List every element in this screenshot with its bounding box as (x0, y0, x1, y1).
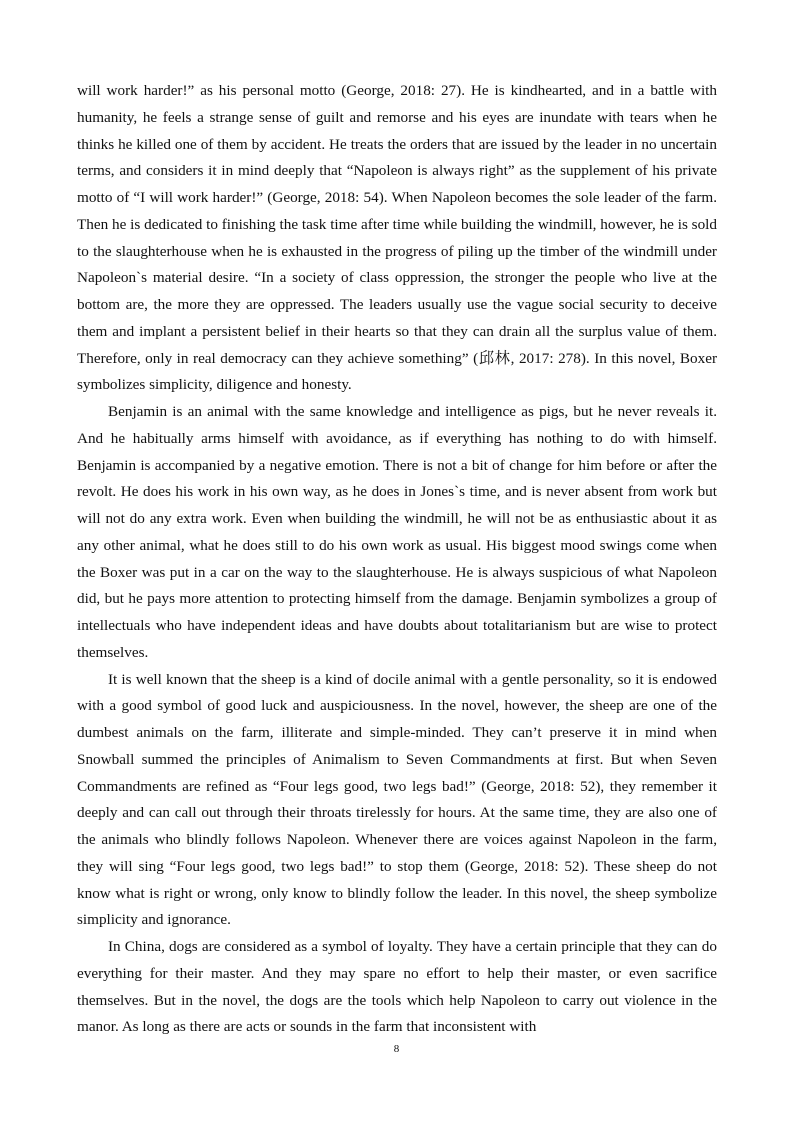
paragraph-dogs: In China, dogs are considered as a symbol of loyalty. They have a certain principle that they can do everything for their master. And they may spare no effort to help their master, or even sacrifice themselves. But in the novel, the dogs are the tools which help Napoleon to carry out violence in the manor. As long as there are acts or sounds in the farm that inconsistent with (77, 938, 717, 1036)
body-text (77, 78, 717, 1041)
paragraph-sheep: It is well known that the sheep is a kind of docile animal with a gentle personality, so it is endowed with a good symbol of good luck and auspiciousness. In the novel, however, the sheep are one of the dumbest animals on the farm, illiterate and simple-minded. They can’t preserve it in mind when Snowball summed the principles of Animalism to Seven Commandments at first. But when Seven Commandments are refined as “Four legs good, two legs bad!” (George, 2018: 52), they remember it deeply and can call out through their throats tirelessly for hours. At the same time, they are also one of the animals who blindly follows Napoleon. Whenever there are voices against Napoleon in the farm, they will sing “Four legs good, two legs bad!” to stop them (George, 2018: 52). These sheep do not know what is right or wrong, only know to blindly follow the leader. In this novel, the sheep symbolize simplicity and ignorance. (77, 670, 717, 929)
paragraph-boxer-continued: will work harder!” as his personal motto (George, 2018: 27). He is kindhearted, and in a battle with humanity, he feels a strange sense of guilt and remorse and his eyes are inundate with tears when he thinks he killed one of them by accident. He treats the orders that are issued by the leader in no uncertain terms, and considers it in mind deeply that “Napoleon is always right” as the supplement of his private motto of “I will work harder!” (George, 2018: 54). When Napoleon becomes the sole leader of the farm. Then he is dedicated to finishing the task time after time while building the windmill, however, he is sold to the slaughterhouse when he is exhausted in the progress of piling up the timber of the windmill under Napoleon`s material desire. “In a society of class oppression, the stronger the people who live at the bottom are, the more they are oppressed. The leaders usually use the vague social security to deceive them and implant a persistent belief in their hearts so that they can drain all the surplus value of them. Therefore, only in real democracy can they achieve something” (邱林, 2017: 278). In this novel, Boxer symbolizes simplicity, diligence and honesty. (77, 82, 717, 394)
paragraph-benjamin: Benjamin is an animal with the same knowledge and intelligence as pigs, but he never reveals it. And he habitually arms himself with avoidance, as if everything has nothing to do with himself. Benjamin is accompanied by a negative emotion. There is not a bit of change for him before or after the revolt. He does his work in his own way, as he does in Jones`s time, and is never absent from work but will not do any extra work. Even when building the windmill, he will not be as enthusiastic about it as any other animal, what he does still to do his own work as usual. His biggest mood swings come when the Boxer was put in a car on the way to the slaughterhouse. He is always suspicious of what Napoleon did, but he pays more attention to protecting himself from the damage. Benjamin symbolizes a group of intellectuals who have independent ideas and have doubts about totalitarianism but are wise to protect themselves. (77, 403, 717, 661)
page-number: 8 (393, 1043, 400, 1055)
